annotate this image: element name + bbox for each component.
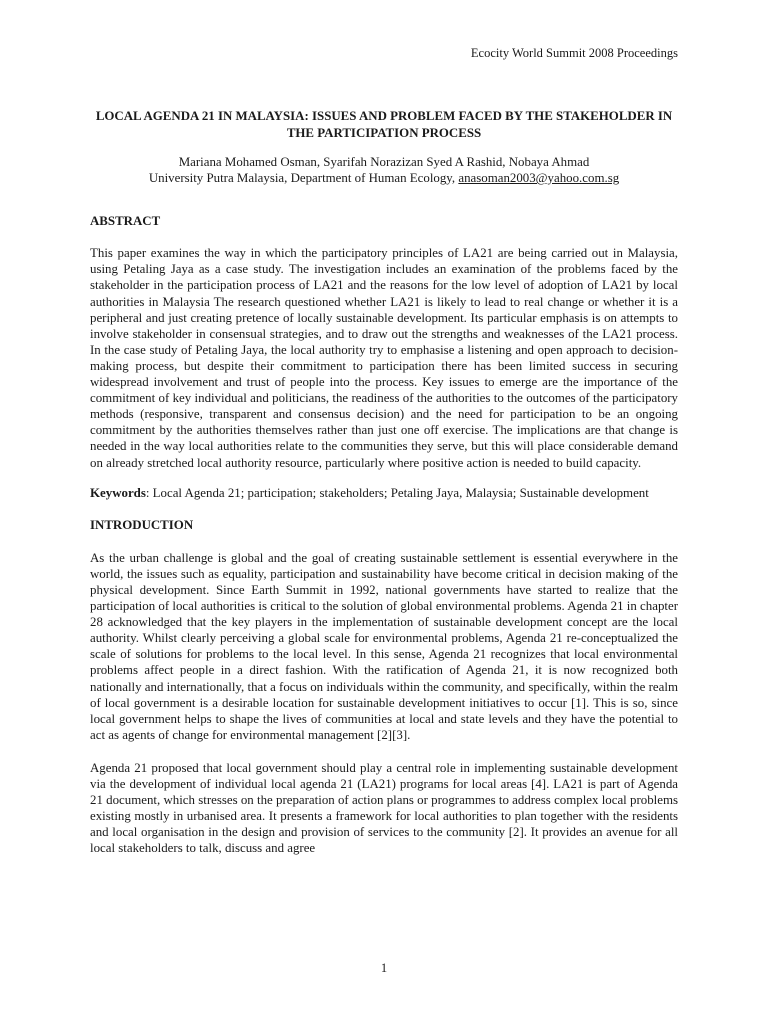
affiliation-text: University Putra Malaysia, Department of Human Ecology,	[148, 171, 459, 186]
running-head: Ecocity World Summit 2008 Proceedings	[470, 46, 678, 60]
abstract-heading: ABSTRACT	[90, 214, 161, 229]
paper-content	[90, 108, 678, 856]
introduction-heading: INTRODUCTION	[90, 517, 194, 532]
keywords-label: Keywords	[90, 485, 146, 500]
author-list: Mariana Mohamed Osman, Syarifah Norazizan Syed A Rashid, Nobaya Ahmad	[178, 155, 590, 169]
page-number: 1	[380, 961, 388, 975]
introduction-paragraph: As the urban challenge is global and the goal of creating sustainable settlement is essential everywhere in the world, the issues such as equality, participation and sustainability have become critical in decision making of the physical development. Since Earth Summit in 1992, national governments have started to realize that the participation of local authorities is critical to the solution of global environmental problems. Agenda 21 in chapter 28 acknowledged that the key players in the implementation of sustainable development concept are the local authority. Whilst clearly perceiving a global scale for environmental problems, Agenda 21 re-conceptualized the scale of solutions for problems to the local level. In this sense, Agenda 21 recognizes that local environmental problems affect people in a direct fashion. With the ratification of Agenda 21, it is now recognized both nationally and internationally, that a focus on individuals within the community, and specifically, within the realm of local government is a desirable location for sustainable development initiatives to occur [1]. This is so, since local government helps to shape the lives of communities at local and state levels and they have the potential to act as agents of change for environmental management [2][3].	[90, 550, 678, 742]
keywords-text: : Local Agenda 21; participation; stakeholders; Petaling Jaya, Malaysia; Sustainable development	[145, 485, 649, 500]
author-email-link[interactable]: anasoman2003@yahoo.com.sg	[458, 171, 620, 186]
abstract-text: This paper examines the way in which the participatory principles of LA21 are being carried out in Malaysia, using Petaling Jaya as a case study. The investigation includes an examination of the problems faced by the stakeholder in the participation process of LA21 and the reasons for the low level of adoption of LA21 by local authorities in Malaysia The research questioned whether LA21 is likely to lead to real change or whether it is a peripheral and just creating pretence of locally sustainable development. Its particular emphasis is on attempts to involve stakeholder in consensual strategies, and to draw out the strengths and weaknesses of the LA21 process. In the case study of Petaling Jaya, the local authority try to emphasise a listening and open approach to decision-making process, but despite their commitment to participation there has been limited success in securing widespread involvement and trust of people into the process. Key issues to emerge are the importance of the commitment of key individual and politicians, the readiness of the authorities to the outcomes of the participatory methods (responsive, transparent and consensus decision) and the need for participation to be an ongoing commitment by the authorities themselves rather than just one off exercise. The implications are that change is needed in the way local authorities relate to the communities they serve, but this will place considerable demand on already stretched local authority resource, particularly where positive action is needed to build capacity.	[90, 246, 678, 470]
keywords	[90, 485, 678, 501]
introduction-paragraph: Agenda 21 proposed that local government should play a central role in implementing sustainable development via the development of individual local agenda 21 (LA21) programs for local areas [4]. LA21 is part of Agenda 21 document, which stresses on the preparation of action plans or programmes to address complex local problems existing mostly in urbanised area. It presents a framework for local authorities to plan together with the residents and local organisation in the design and provision of services to the community [2]. It provides an avenue for all local stakeholders to talk, discuss and agree	[90, 760, 678, 856]
paper-title: LOCAL AGENDA 21 IN MALAYSIA: ISSUES AND PROBLEM FACED BY THE STAKEHOLDER IN THE PARTICIPATION PROCESS	[95, 109, 673, 140]
affiliation	[90, 170, 678, 186]
